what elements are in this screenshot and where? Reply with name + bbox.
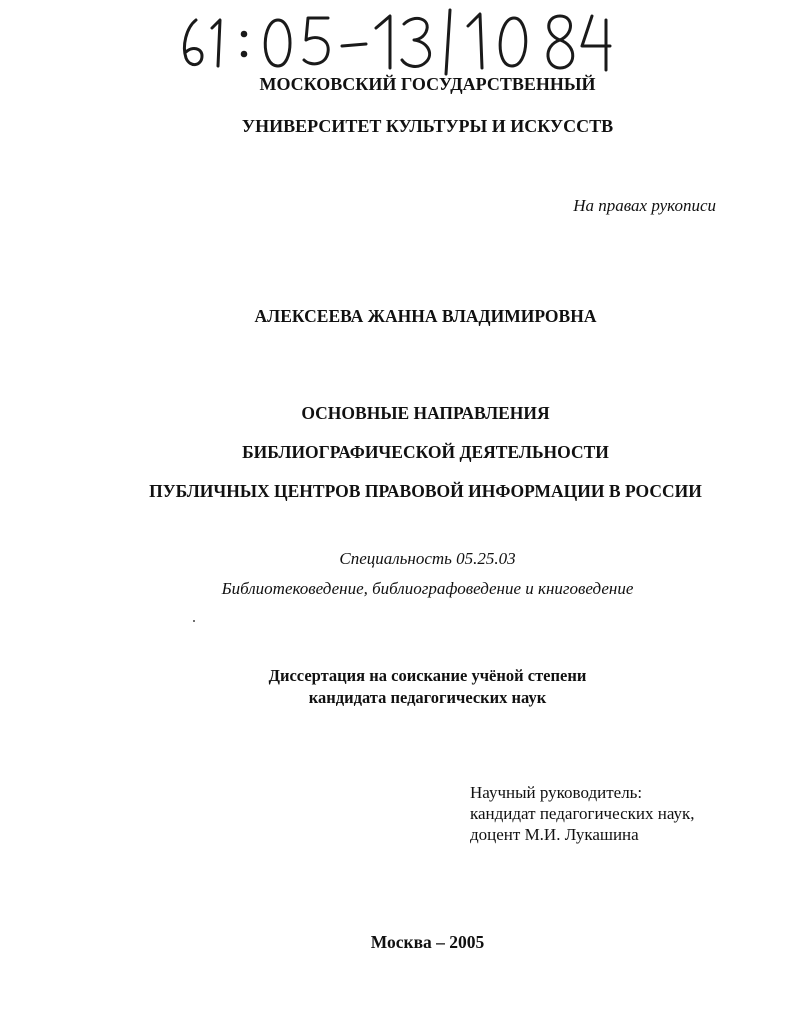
- thesis-title-line3: ПУБЛИЧНЫХ ЦЕНТРОВ ПРАВОВОЙ ИНФОРМАЦИИ В РОССИИ: [149, 481, 702, 501]
- specialty-code: Специальность 05.25.03: [339, 549, 516, 568]
- handwritten-archive-mark-drawing: [178, 6, 618, 76]
- adviser-label: Научный руководитель:: [470, 783, 643, 802]
- scientific-adviser-block: [470, 782, 695, 845]
- author-name: АЛЕКСЕЕВА ЖАННА ВЛАДИМИРОВНА: [254, 306, 597, 326]
- organization-name-line2: УНИВЕРСИТЕТ КУЛЬТУРЫ И ИСКУССТВ: [241, 116, 614, 136]
- degree-statement-line1: Диссертация на соискание учёной степени: [268, 666, 587, 685]
- thesis-title-line2: БИБЛИОГРАФИЧЕСКОЙ ДЕЯТЕЛЬНОСТИ: [242, 442, 609, 462]
- manuscript-rights-note: На правах рукописи: [573, 196, 716, 215]
- specialty-field: Библиотековедение, библиографоведение и книговедение: [221, 579, 634, 598]
- adviser-name: доцент М.И. Лукашина: [470, 825, 639, 844]
- degree-statement-line2: кандидата педагогических наук: [308, 688, 547, 707]
- thesis-title-line1: ОСНОВНЫЕ НАПРАВЛЕНИЯ: [301, 403, 550, 423]
- adviser-degree: кандидат педагогических наук,: [470, 804, 695, 823]
- place-and-year: Москва – 2005: [370, 932, 485, 952]
- organization-name-line1: МОСКОВСКИЙ ГОСУДАРСТВЕННЫЙ: [259, 74, 596, 94]
- scan-speck: [193, 620, 195, 622]
- handwritten-archive-mark: [178, 6, 618, 76]
